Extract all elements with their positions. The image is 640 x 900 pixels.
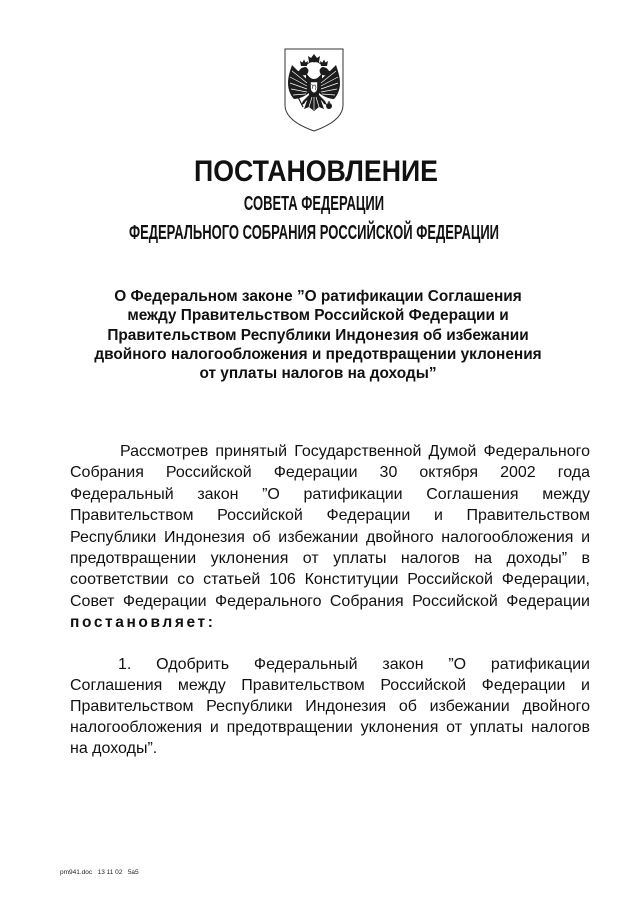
file-stamp: pm941.doc 13 11 02 5a5 (60, 869, 139, 876)
body-line: предотвращении уклонения от уплаты налогов на доходы” в (70, 550, 590, 568)
body-line: Соглашения между Правительством Российской Федерации и (70, 677, 590, 694)
assembly-heading: ФЕДЕРАЛЬНОГО СОБРАНИЯ РОССИЙСКОЙ ФЕДЕРАЦИИ (128, 222, 500, 244)
decree-word: постановляет: (70, 614, 216, 632)
subject-line: Правительством Республики Индонезия об избежании (107, 326, 529, 344)
body-line: Правительством Республики Индонезия об избежании двойного (70, 698, 590, 715)
body-line: 1. Одобрить Федеральный закон ”О ратификации (118, 656, 590, 673)
body-line: Рассмотрев принятый Государственной Думой Федерального (120, 443, 590, 460)
council-heading: СОВЕТА ФЕДЕРАЦИИ (243, 193, 385, 215)
document-title: ПОСТАНОВЛЕНИЕ (194, 155, 438, 188)
body-line: соответствии со статьей 106 Конституции Российской Федерации, (70, 571, 590, 589)
body-line: на доходы”. (70, 740, 158, 757)
body-line: Совет Федерации Федерального Собрания Российской Федерации (70, 592, 590, 610)
paragraph-1 (70, 441, 590, 634)
paragraph-2 (70, 654, 590, 759)
subject-line: от уплаты налогов на доходы” (199, 365, 437, 383)
body-line: Правительством Российской Федерации и Правительством (70, 507, 590, 525)
coat-of-arms-icon (282, 45, 346, 133)
body-line: Федеральный закон ”О ратификации Соглашения между (70, 485, 590, 503)
eagle-figure (288, 54, 340, 111)
document-subject (18, 287, 618, 383)
body-line: Собрания Российской Федерации 30 октября 2002 года (70, 464, 590, 482)
central-shield (311, 82, 318, 93)
subject-line: между Правительством Российской Федерации и (127, 307, 509, 325)
body-line: Республики Индонезия об избежании двойного налогообложения и (70, 528, 590, 546)
subject-line: О Федеральном законе ”О ратификации Соглашения (114, 288, 522, 305)
body-line: налогообложения и предотвращении уклонения от уплаты налогов (70, 719, 590, 736)
subject-line: двойного налогообложения и предотвращении уклонения (94, 345, 542, 363)
